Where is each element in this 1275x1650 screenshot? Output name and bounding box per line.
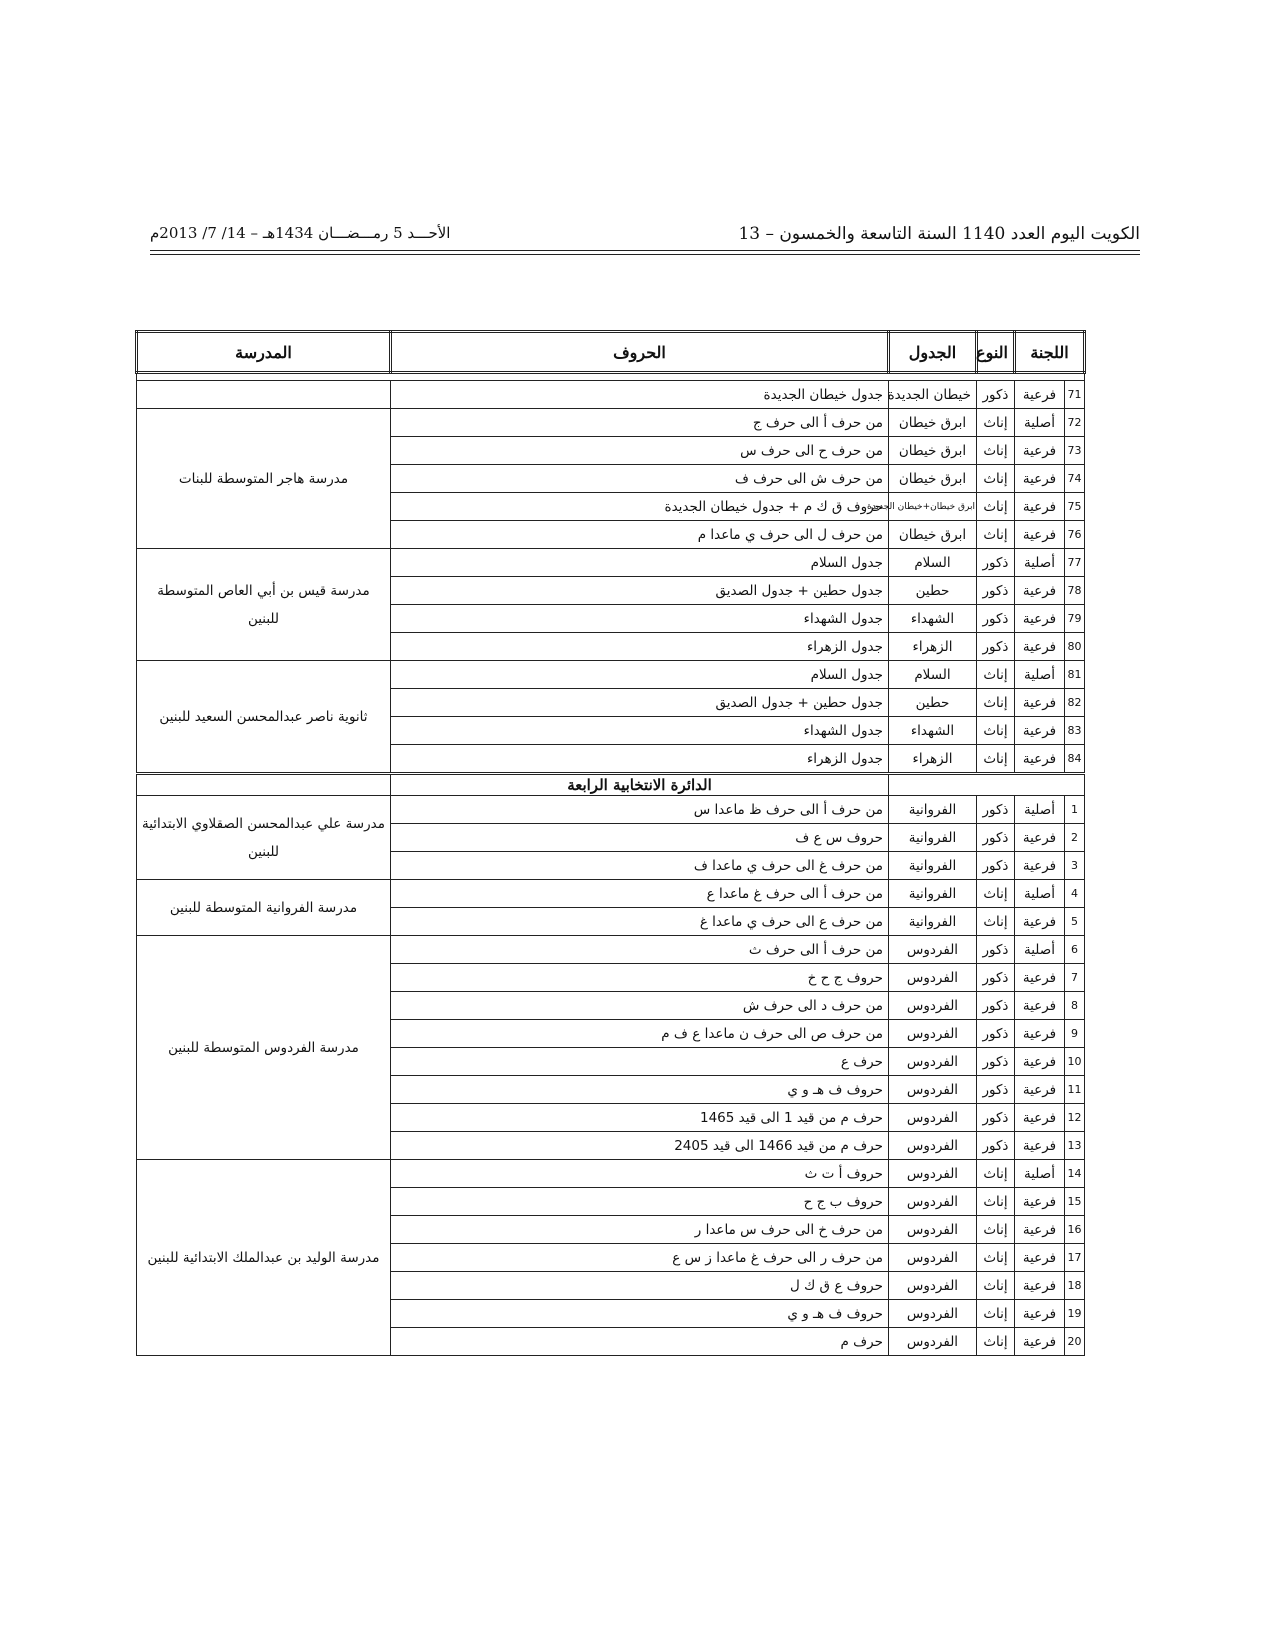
- committee-kind: فرعية: [1014, 824, 1064, 852]
- letters-range: جدول حطين + جدول الصديق: [390, 577, 888, 605]
- committee-kind: أصلية: [1014, 661, 1064, 689]
- committee-kind: فرعية: [1014, 1300, 1064, 1328]
- table-header: [136, 332, 1084, 373]
- table-row: [136, 409, 1084, 437]
- school-name: مدرسة الوليد بن عبدالملك الابتدائية للبنين: [136, 1160, 390, 1356]
- committee-number: 81: [1065, 661, 1085, 689]
- voter-gender: إناث: [976, 1160, 1014, 1188]
- voter-gender: إناث: [976, 1244, 1014, 1272]
- header-committee: اللجنة: [1014, 332, 1084, 373]
- letters-range: جدول خيطان الجديدة: [390, 381, 888, 409]
- voter-gender: ذكور: [976, 633, 1014, 661]
- table-row: [136, 1160, 1084, 1188]
- committee-kind: فرعية: [1014, 1272, 1064, 1300]
- school-name: مدرسة الفردوس المتوسطة للبنين: [136, 936, 390, 1160]
- committee-number: 75: [1065, 493, 1085, 521]
- schedule-name: الفردوس: [888, 1076, 976, 1104]
- voter-gender: ذكور: [976, 1132, 1014, 1160]
- voter-gender: ذكور: [976, 1020, 1014, 1048]
- schedule-name: الفردوس: [888, 1300, 976, 1328]
- committee-number: 83: [1065, 717, 1085, 745]
- committee-kind: فرعية: [1014, 493, 1064, 521]
- voter-gender: إناث: [976, 880, 1014, 908]
- table-row: [136, 880, 1084, 908]
- schedule-name: الفروانية: [888, 880, 976, 908]
- committee-kind: فرعية: [1014, 1216, 1064, 1244]
- committee-number: 73: [1065, 437, 1085, 465]
- voter-gender: إناث: [976, 717, 1014, 745]
- voter-gender: إناث: [976, 1216, 1014, 1244]
- letters-range: جدول السلام: [390, 549, 888, 577]
- committee-kind: أصلية: [1014, 409, 1064, 437]
- schedule-name: ابرق خيطان: [888, 437, 976, 465]
- section-title-row: [136, 774, 1084, 796]
- page-header: [150, 222, 1140, 262]
- letters-range: حروف س ع ف: [390, 824, 888, 852]
- gazette-date-info: الأحـــد 5 رمـــضـــان 1434هـ – 14/ 7/ 2013م: [150, 224, 451, 242]
- committee-number: 79: [1065, 605, 1085, 633]
- schedule-name: السلام: [888, 661, 976, 689]
- table-body: [136, 373, 1084, 1356]
- section-title: الدائرة الانتخابية الرابعة: [390, 774, 888, 796]
- committee-number: 71: [1065, 381, 1085, 409]
- committee-kind: فرعية: [1014, 717, 1064, 745]
- letters-range: من حرف ح الى حرف س: [390, 437, 888, 465]
- school-name: مدرسة علي عبدالمحسن الصقلاوي الابتدائية للبنين: [136, 796, 390, 880]
- voter-gender: إناث: [976, 689, 1014, 717]
- letters-range: من حرف خ الى حرف س ماعدا ر: [390, 1216, 888, 1244]
- letters-range: جدول السلام: [390, 661, 888, 689]
- committee-number: 78: [1065, 577, 1085, 605]
- voter-gender: ذكور: [976, 936, 1014, 964]
- committee-kind: فرعية: [1014, 908, 1064, 936]
- letters-range: حرف م من قيد 1 الى قيد 1465: [390, 1104, 888, 1132]
- polling-stations-table: [135, 330, 1086, 1356]
- school-name: ثانوية ناصر عبدالمحسن السعيد للبنين: [136, 661, 390, 774]
- committee-number: 11: [1065, 1076, 1085, 1104]
- schedule-name: الفردوس: [888, 1020, 976, 1048]
- schedule-name: الفردوس: [888, 1188, 976, 1216]
- schedule-name: الفردوس: [888, 1104, 976, 1132]
- committee-kind: فرعية: [1014, 1048, 1064, 1076]
- committee-kind: فرعية: [1014, 689, 1064, 717]
- committee-number: 2: [1065, 824, 1085, 852]
- schedule-name: الفروانية: [888, 824, 976, 852]
- schedule-name: الفردوس: [888, 1216, 976, 1244]
- voter-gender: إناث: [976, 437, 1014, 465]
- voter-gender: ذكور: [976, 549, 1014, 577]
- committee-number: 8: [1065, 992, 1085, 1020]
- committee-kind: فرعية: [1014, 381, 1064, 409]
- committee-number: 16: [1065, 1216, 1085, 1244]
- committee-kind: فرعية: [1014, 992, 1064, 1020]
- voter-gender: ذكور: [976, 577, 1014, 605]
- section-blank-cell: [888, 774, 1084, 796]
- schedule-name: الفروانية: [888, 852, 976, 880]
- schedule-name: ابرق خيطان+خيطان الجديدة: [888, 493, 976, 521]
- schedule-name: الزهراء: [888, 745, 976, 774]
- voter-gender: إناث: [976, 465, 1014, 493]
- school-name: مدرسة قيس بن أبي العاص المتوسطة للبنين: [136, 549, 390, 661]
- committee-kind: فرعية: [1014, 437, 1064, 465]
- committee-number: 80: [1065, 633, 1085, 661]
- table-row: [136, 796, 1084, 824]
- committee-kind: فرعية: [1014, 1188, 1064, 1216]
- committee-number: 9: [1065, 1020, 1085, 1048]
- letters-range: من حرف ش الى حرف ف: [390, 465, 888, 493]
- voter-gender: ذكور: [976, 964, 1014, 992]
- committee-kind: فرعية: [1014, 633, 1064, 661]
- committee-number: 12: [1065, 1104, 1085, 1132]
- voter-gender: ذكور: [976, 1048, 1014, 1076]
- committee-kind: فرعية: [1014, 577, 1064, 605]
- voter-gender: ذكور: [976, 824, 1014, 852]
- schedule-name: الفردوس: [888, 1048, 976, 1076]
- schedule-name: ابرق خيطان: [888, 409, 976, 437]
- header-type: النوع: [976, 332, 1014, 373]
- letters-range: حروف ع ق ك ل: [390, 1272, 888, 1300]
- schedule-name: الفردوس: [888, 1328, 976, 1356]
- committee-kind: فرعية: [1014, 1328, 1064, 1356]
- polling-stations-document: [138, 330, 1086, 1356]
- committee-kind: فرعية: [1014, 1076, 1064, 1104]
- voter-gender: ذكور: [976, 1076, 1014, 1104]
- schedule-name: الفروانية: [888, 908, 976, 936]
- header-letters: الحروف: [390, 332, 888, 373]
- committee-kind: فرعية: [1014, 465, 1064, 493]
- committee-number: 5: [1065, 908, 1085, 936]
- committee-kind: فرعية: [1014, 1020, 1064, 1048]
- letters-range: حروف أ ت ث: [390, 1160, 888, 1188]
- committee-kind: أصلية: [1014, 549, 1064, 577]
- schedule-name: الفردوس: [888, 992, 976, 1020]
- letters-range: جدول الزهراء: [390, 745, 888, 774]
- letters-range: حروف ق ك م + جدول خيطان الجديدة: [390, 493, 888, 521]
- letters-range: جدول الزهراء: [390, 633, 888, 661]
- letters-range: من حرف ص الى حرف ن ماعدا ع ف م: [390, 1020, 888, 1048]
- letters-range: من حرف ل الى حرف ي ماعدا م: [390, 521, 888, 549]
- voter-gender: إناث: [976, 1272, 1014, 1300]
- committee-number: 7: [1065, 964, 1085, 992]
- letters-range: من حرف غ الى حرف ي ماعدا ف: [390, 852, 888, 880]
- committee-number: 19: [1065, 1300, 1085, 1328]
- letters-range: من حرف ر الى حرف غ ماعدا ز س ع: [390, 1244, 888, 1272]
- voter-gender: ذكور: [976, 381, 1014, 409]
- committee-number: 10: [1065, 1048, 1085, 1076]
- letters-range: من حرف أ الى حرف ظ ماعدا س: [390, 796, 888, 824]
- schedule-name: الفردوس: [888, 1244, 976, 1272]
- schedule-name: السلام: [888, 549, 976, 577]
- letters-range: حرف م: [390, 1328, 888, 1356]
- committee-number: 74: [1065, 465, 1085, 493]
- header-schedule: الجدول: [888, 332, 976, 373]
- committee-number: 84: [1065, 745, 1085, 774]
- voter-gender: إناث: [976, 409, 1014, 437]
- committee-kind: فرعية: [1014, 852, 1064, 880]
- committee-kind: أصلية: [1014, 1160, 1064, 1188]
- schedule-name: ابرق خيطان: [888, 521, 976, 549]
- letters-range: حرف ع: [390, 1048, 888, 1076]
- committee-kind: فرعية: [1014, 964, 1064, 992]
- committee-number: 13: [1065, 1132, 1085, 1160]
- committee-kind: فرعية: [1014, 521, 1064, 549]
- letters-range: جدول الشهداء: [390, 605, 888, 633]
- schedule-name: حطين: [888, 689, 976, 717]
- header-school: المدرسة: [136, 332, 390, 373]
- committee-kind: أصلية: [1014, 880, 1064, 908]
- schedule-name: الفردوس: [888, 964, 976, 992]
- voter-gender: إناث: [976, 661, 1014, 689]
- committee-number: 82: [1065, 689, 1085, 717]
- voter-gender: ذكور: [976, 992, 1014, 1020]
- voter-gender: ذكور: [976, 796, 1014, 824]
- voter-gender: إناث: [976, 745, 1014, 774]
- table-row: [136, 936, 1084, 964]
- letters-range: من حرف أ الى حرف غ ماعدا ع: [390, 880, 888, 908]
- committee-number: 77: [1065, 549, 1085, 577]
- schedule-name: ابرق خيطان: [888, 465, 976, 493]
- schedule-name: الفردوس: [888, 1272, 976, 1300]
- table-row: [136, 549, 1084, 577]
- voter-gender: ذكور: [976, 1104, 1014, 1132]
- letters-range: حروف ج ح خ: [390, 964, 888, 992]
- voter-gender: إناث: [976, 1188, 1014, 1216]
- schedule-name: الشهداء: [888, 605, 976, 633]
- letters-range: جدول الشهداء: [390, 717, 888, 745]
- committee-kind: فرعية: [1014, 1104, 1064, 1132]
- schedule-name: الفردوس: [888, 1160, 976, 1188]
- committee-number: 14: [1065, 1160, 1085, 1188]
- schedule-name: حطين: [888, 577, 976, 605]
- letters-range: حرف م من قيد 1466 الى قيد 2405: [390, 1132, 888, 1160]
- letters-range: جدول حطين + جدول الصديق: [390, 689, 888, 717]
- school-name: مدرسة هاجر المتوسطة للبنات: [136, 409, 390, 549]
- schedule-name: الشهداء: [888, 717, 976, 745]
- voter-gender: إناث: [976, 1328, 1014, 1356]
- committee-number: 72: [1065, 409, 1085, 437]
- schedule-name: الفروانية: [888, 796, 976, 824]
- voter-gender: إناث: [976, 908, 1014, 936]
- committee-number: 20: [1065, 1328, 1085, 1356]
- committee-number: 15: [1065, 1188, 1085, 1216]
- committee-number: 17: [1065, 1244, 1085, 1272]
- gazette-issue-info: الكويت اليوم العدد 1140 السنة التاسعة والخمسون – 13: [738, 224, 1140, 244]
- committee-kind: أصلية: [1014, 936, 1064, 964]
- letters-range: من حرف د الى حرف ش: [390, 992, 888, 1020]
- voter-gender: ذكور: [976, 605, 1014, 633]
- schedule-name: الزهراء: [888, 633, 976, 661]
- voter-gender: إناث: [976, 493, 1014, 521]
- schedule-name: الفردوس: [888, 1132, 976, 1160]
- letters-range: حروف ف هـ و ي: [390, 1300, 888, 1328]
- committee-number: 76: [1065, 521, 1085, 549]
- committee-kind: فرعية: [1014, 605, 1064, 633]
- schedule-name: خيطان الجديدة: [888, 381, 976, 409]
- committee-number: 4: [1065, 880, 1085, 908]
- committee-number: 18: [1065, 1272, 1085, 1300]
- voter-gender: ذكور: [976, 852, 1014, 880]
- school-name: [136, 381, 390, 409]
- header-rule-top: [150, 250, 1140, 251]
- committee-kind: فرعية: [1014, 1132, 1064, 1160]
- header-gap: [136, 373, 1084, 381]
- committee-kind: أصلية: [1014, 796, 1064, 824]
- header-rule-bottom: [150, 254, 1140, 255]
- letters-range: من حرف أ الى حرف ث: [390, 936, 888, 964]
- schedule-name: الفردوس: [888, 936, 976, 964]
- letters-range: حروف ب ج ح: [390, 1188, 888, 1216]
- committee-kind: فرعية: [1014, 1244, 1064, 1272]
- table-row: [136, 381, 1084, 409]
- letters-range: حروف ف هـ و ي: [390, 1076, 888, 1104]
- committee-kind: فرعية: [1014, 745, 1064, 774]
- committee-number: 3: [1065, 852, 1085, 880]
- school-name: مدرسة الفروانية المتوسطة للبنين: [136, 880, 390, 936]
- committee-number: 6: [1065, 936, 1085, 964]
- letters-range: من حرف أ الى حرف ج: [390, 409, 888, 437]
- committee-number: 1: [1065, 796, 1085, 824]
- voter-gender: إناث: [976, 521, 1014, 549]
- table-row: [136, 661, 1084, 689]
- letters-range: من حرف ع الى حرف ي ماعدا غ: [390, 908, 888, 936]
- voter-gender: إناث: [976, 1300, 1014, 1328]
- section-blank-cell: [136, 774, 390, 796]
